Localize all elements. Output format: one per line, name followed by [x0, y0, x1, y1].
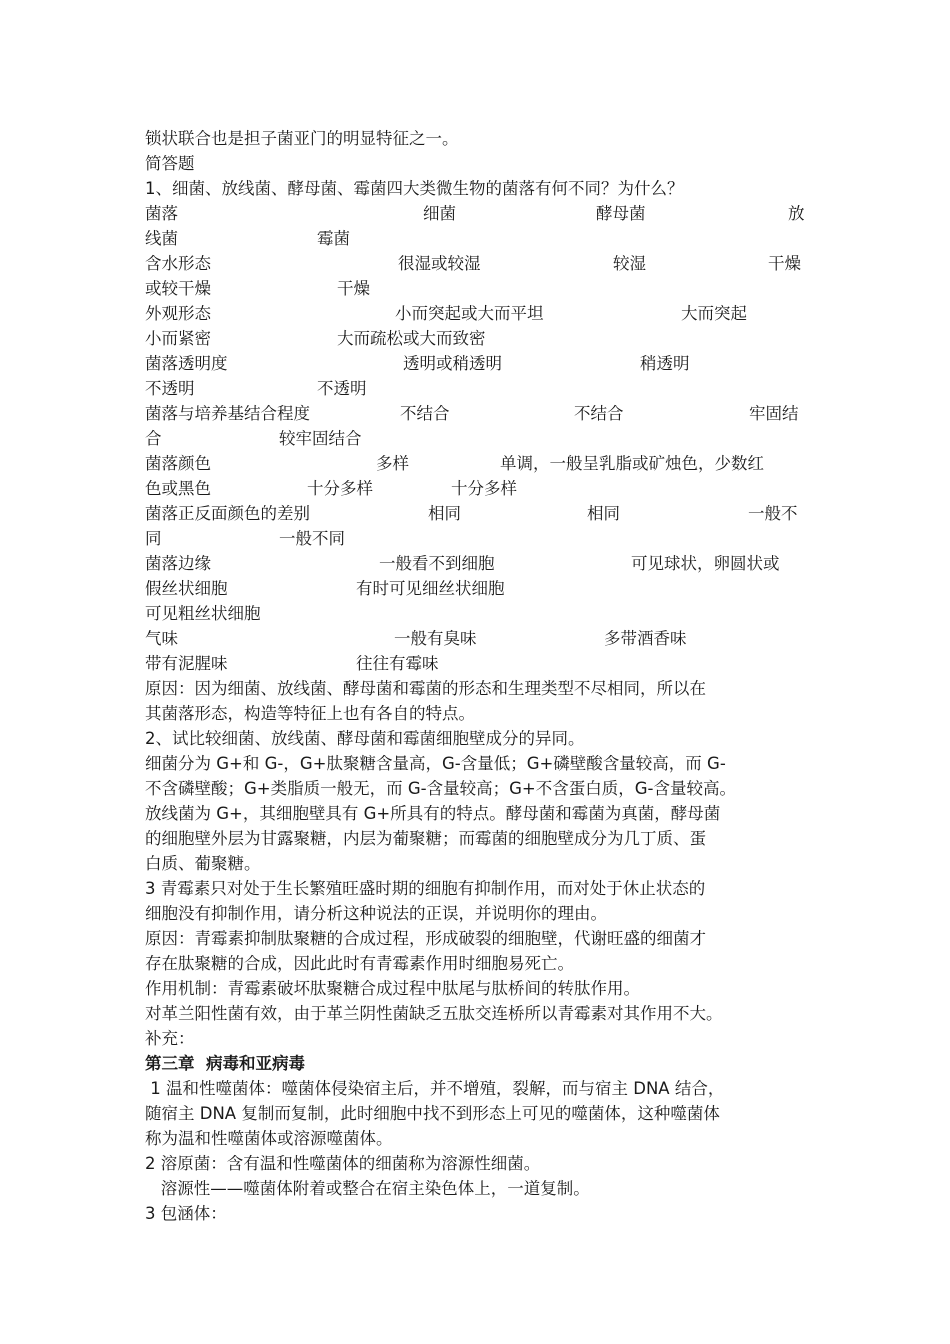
question-3: 细胞没有抑制作用，请分析这种说法的正误，并说明你的理由。	[145, 904, 607, 923]
table-cell: 大而疏松或大而致密	[337, 329, 486, 348]
table-cell: 霉菌	[317, 229, 350, 248]
table-cell: 菌落与培养基结合程度	[145, 404, 310, 423]
table-cell: 一般看不到细胞	[379, 554, 495, 573]
text-line: 锁状联合也是担子菌亚门的明显特征之一。	[145, 129, 459, 148]
answer-text: 原因：因为细菌、放线菌、酵母菌和霉菌的形态和生理类型不尽相同，所以在	[145, 679, 706, 698]
definition-text: 1 温和性噬菌体：噬菌体侵染宿主后，并不增殖，裂解，而与宿主 DNA 结合，	[145, 1079, 725, 1098]
answer-text: 原因：青霉素抑制肽聚糖的合成过程，形成破裂的细胞壁，代谢旺盛的细菌才	[145, 929, 706, 948]
table-cell: 可见粗丝状细胞	[145, 604, 261, 623]
table-cell: 一般不	[748, 504, 798, 523]
table-cell: 酵母菌	[596, 204, 646, 223]
question-1: 1、细菌、放线菌、酵母菌、霉菌四大类微生物的菌落有何不同？为什么？	[145, 179, 684, 198]
table-cell: 一般有臭味	[394, 629, 477, 648]
table-cell: 合	[145, 429, 162, 448]
table-cell: 单调，一般呈乳脂或矿烛色，少数红	[500, 454, 764, 473]
question-3: 3 青霉素只对处于生长繁殖旺盛时期的细胞有抑制作用，而对处于休止状态的	[145, 879, 706, 898]
table-cell: 十分多样	[451, 479, 517, 498]
table-cell: 小而紧密	[145, 329, 211, 348]
table-cell: 往往有霉味	[356, 654, 439, 673]
answer-text: 不含磷壁酸；G+类脂质一般无，而 G-含量较高；G+不含蛋白质，G-含量较高。	[145, 779, 736, 798]
answer-text: 细菌分为 G+和 G-，G+肽聚糖含量高，G-含量低；G+磷壁酸含量较高，而 G-	[145, 754, 726, 773]
section-heading: 简答题	[145, 154, 195, 173]
table-cell: 相同	[587, 504, 620, 523]
table-cell: 不透明	[145, 379, 195, 398]
answer-text: 作用机制：青霉素破坏肽聚糖合成过程中肽尾与肽桥间的转肽作用。	[145, 979, 640, 998]
table-cell: 细菌	[423, 204, 456, 223]
table-cell: 放	[788, 204, 805, 223]
table-cell: 牢固结	[749, 404, 799, 423]
table-cell: 很湿或较湿	[398, 254, 481, 273]
answer-text: 其菌落形态，构造等特征上也有各自的特点。	[145, 704, 475, 723]
table-cell: 较湿	[613, 254, 646, 273]
table-cell: 同	[145, 529, 162, 548]
table-cell: 相同	[428, 504, 461, 523]
table-cell: 透明或稍透明	[403, 354, 502, 373]
table-cell: 小而突起或大而平坦	[395, 304, 544, 323]
answer-text: 对革兰阳性菌有效，由于革兰阴性菌缺乏五肽交连桥所以青霉素对其作用不大。	[145, 1004, 723, 1023]
table-cell: 可见球状，卵圆状或	[631, 554, 780, 573]
table-cell: 大而突起	[681, 304, 747, 323]
answer-text: 放线菌为 G+，其细胞壁具有 G+所具有的特点。酵母菌和霉菌为真菌，酵母菌	[145, 804, 721, 823]
table-cell: 菌落边缘	[145, 554, 211, 573]
definition-text: 3 包涵体：	[145, 1204, 227, 1223]
table-cell: 不透明	[317, 379, 367, 398]
table-cell: 假丝状细胞	[145, 579, 228, 598]
table-cell: 不结合	[574, 404, 624, 423]
answer-text: 存在肽聚糖的合成，因此此时有青霉素作用时细胞易死亡。	[145, 954, 574, 973]
definition-text: 溶源性——噬菌体附着或整合在宿主染色体上，一道复制。	[145, 1179, 590, 1198]
answer-text: 白质、葡聚糖。	[145, 854, 261, 873]
table-cell: 十分多样	[307, 479, 373, 498]
table-cell: 干燥	[337, 279, 370, 298]
definition-text: 2 溶原菌：含有温和性噬菌体的细菌称为溶源性细菌。	[145, 1154, 541, 1173]
table-cell: 菌落颜色	[145, 454, 211, 473]
table-cell: 干燥	[768, 254, 801, 273]
table-cell: 稍透明	[640, 354, 690, 373]
chapter-heading: 第三章 病毒和亚病毒	[145, 1054, 305, 1073]
table-cell: 气味	[145, 629, 178, 648]
supplement-label: 补充：	[145, 1029, 195, 1048]
table-cell: 或较干燥	[145, 279, 211, 298]
table-cell: 不结合	[400, 404, 450, 423]
table-cell: 菌落	[145, 204, 178, 223]
table-cell: 菌落透明度	[145, 354, 228, 373]
table-cell: 有时可见细丝状细胞	[356, 579, 505, 598]
table-cell: 菌落正反面颜色的差别	[145, 504, 310, 523]
table-cell: 含水形态	[145, 254, 211, 273]
table-cell: 线菌	[145, 229, 178, 248]
table-cell: 外观形态	[145, 304, 211, 323]
definition-text: 随宿主 DNA 复制而复制，此时细胞中找不到形态上可见的噬菌体，这种噬菌体	[145, 1104, 720, 1123]
table-cell: 色或黑色	[145, 479, 211, 498]
answer-text: 的细胞壁外层为甘露聚糖，内层为葡聚糖；而霉菌的细胞壁成分为几丁质、蛋	[145, 829, 706, 848]
table-cell: 较牢固结合	[279, 429, 362, 448]
table-cell: 多带酒香味	[604, 629, 687, 648]
table-cell: 多样	[376, 454, 409, 473]
question-2: 2、试比较细菌、放线菌、酵母菌和霉菌细胞壁成分的异同。	[145, 729, 585, 748]
table-cell: 一般不同	[279, 529, 345, 548]
definition-text: 称为温和性噬菌体或溶源噬菌体。	[145, 1129, 393, 1148]
table-cell: 带有泥腥味	[145, 654, 228, 673]
